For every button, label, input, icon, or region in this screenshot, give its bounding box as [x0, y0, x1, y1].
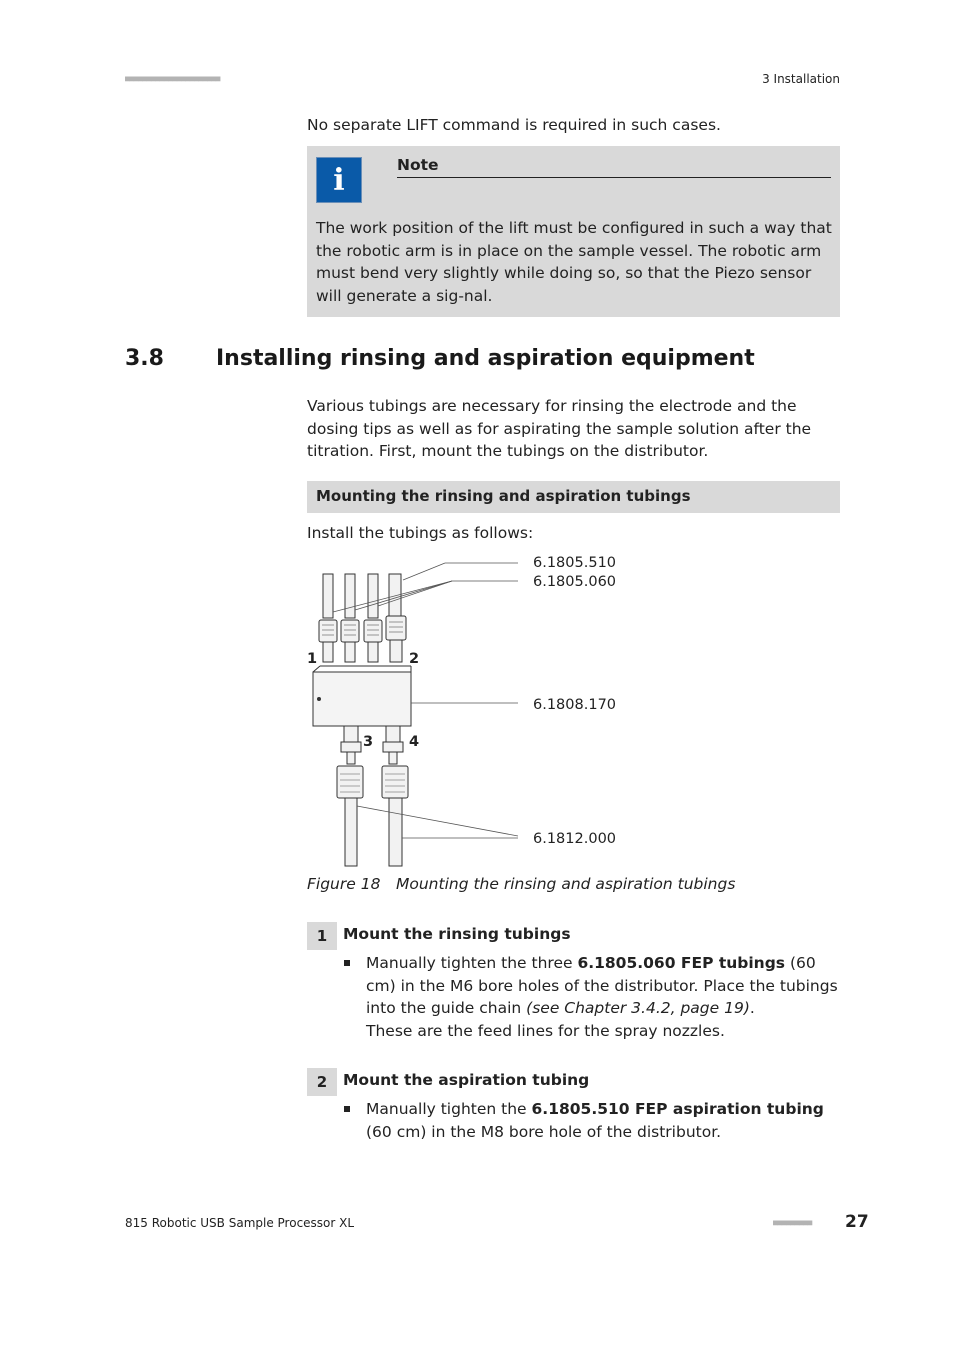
- page-number: 27: [845, 1212, 869, 1232]
- step-number: 1: [307, 922, 337, 950]
- bullet: [344, 1106, 350, 1112]
- note-box: [307, 146, 840, 317]
- figure-caption-text: Mounting the rinsing and aspiration tubings: [396, 875, 736, 893]
- section-intro: Various tubings are necessary for rinsing the electrode and the dosing tips as well as for aspirating the sample solution after the titration. First, mount the tubings on the distributor.: [307, 397, 812, 460]
- subsection-lead: Install the tubings as follows:: [307, 524, 534, 542]
- step-1-extra: These are the feed lines for the spray nozzles.: [366, 1022, 725, 1040]
- section-title: Installing rinsing and aspiration equipment: [216, 346, 755, 371]
- step-1-text-post: .: [749, 999, 755, 1017]
- label-part-top2: 6.1805.060: [533, 574, 617, 590]
- step-1-text-mid: (60 cm) in the M6 bore holes of the distributor. Place the tubings into the guide chain: [366, 954, 838, 1017]
- note-text: The work position of the lift must be configured in such a way that the robotic arm is in place on the sample vessel. The robotic arm must bend very slightly while doing so, so that the Piezo sensor will generate a sig-nal.: [316, 219, 832, 305]
- subsection-bar: [307, 481, 840, 513]
- figure-caption-label: Figure 18: [307, 875, 381, 893]
- header-chapter: 3 Installation: [762, 72, 840, 86]
- note-title: Note: [397, 156, 831, 178]
- step-2-text-post: (60 cm) in the M8 bore hole of the distributor.: [366, 1122, 722, 1141]
- label-part-bottom: 6.1812.000: [533, 831, 617, 847]
- info-icon-glyph: i: [333, 162, 345, 198]
- label-part-top1: 6.1805.510: [533, 555, 617, 571]
- step-2-text-pre: Manually tighten the: [366, 1100, 532, 1118]
- bullet: [344, 960, 350, 966]
- label-part-mid: 6.1808.170: [533, 697, 617, 713]
- distributor-figure: [300, 548, 630, 870]
- position-number-2: 2: [409, 651, 420, 667]
- step-1-chapter-reference[interactable]: (see Chapter 3.4.2, page 19): [526, 999, 750, 1017]
- step-title: Mount the rinsing tubings: [343, 925, 571, 943]
- header-marker: ■■■■■■■■■■■■■■■■■■■■■■: [125, 74, 220, 83]
- step-2-text: [366, 1098, 840, 1143]
- position-number-4: 4: [409, 734, 420, 750]
- footer-marker: ■■■■■■■■■: [773, 1218, 812, 1227]
- intro-line: No separate LIFT command is required in such cases.: [307, 116, 721, 134]
- step-1-text: [366, 952, 840, 1020]
- position-number-1: 1: [307, 651, 318, 667]
- footer-product: 815 Robotic USB Sample Processor XL: [125, 1216, 355, 1230]
- step-1-part: 6.1805.060 FEP tubings: [577, 954, 786, 972]
- subsection-title: Mounting the rinsing and aspiration tubings: [316, 487, 691, 505]
- step-title: Mount the aspiration tubing: [343, 1071, 590, 1089]
- section-number: 3.8: [125, 346, 164, 371]
- step-2-part: 6.1805.510 FEP aspiration tubing: [531, 1100, 824, 1118]
- info-icon: [316, 157, 362, 203]
- step-1-text-pre: Manually tighten the three: [366, 954, 578, 972]
- position-number-3: 3: [363, 734, 374, 750]
- step-number: 2: [307, 1068, 337, 1096]
